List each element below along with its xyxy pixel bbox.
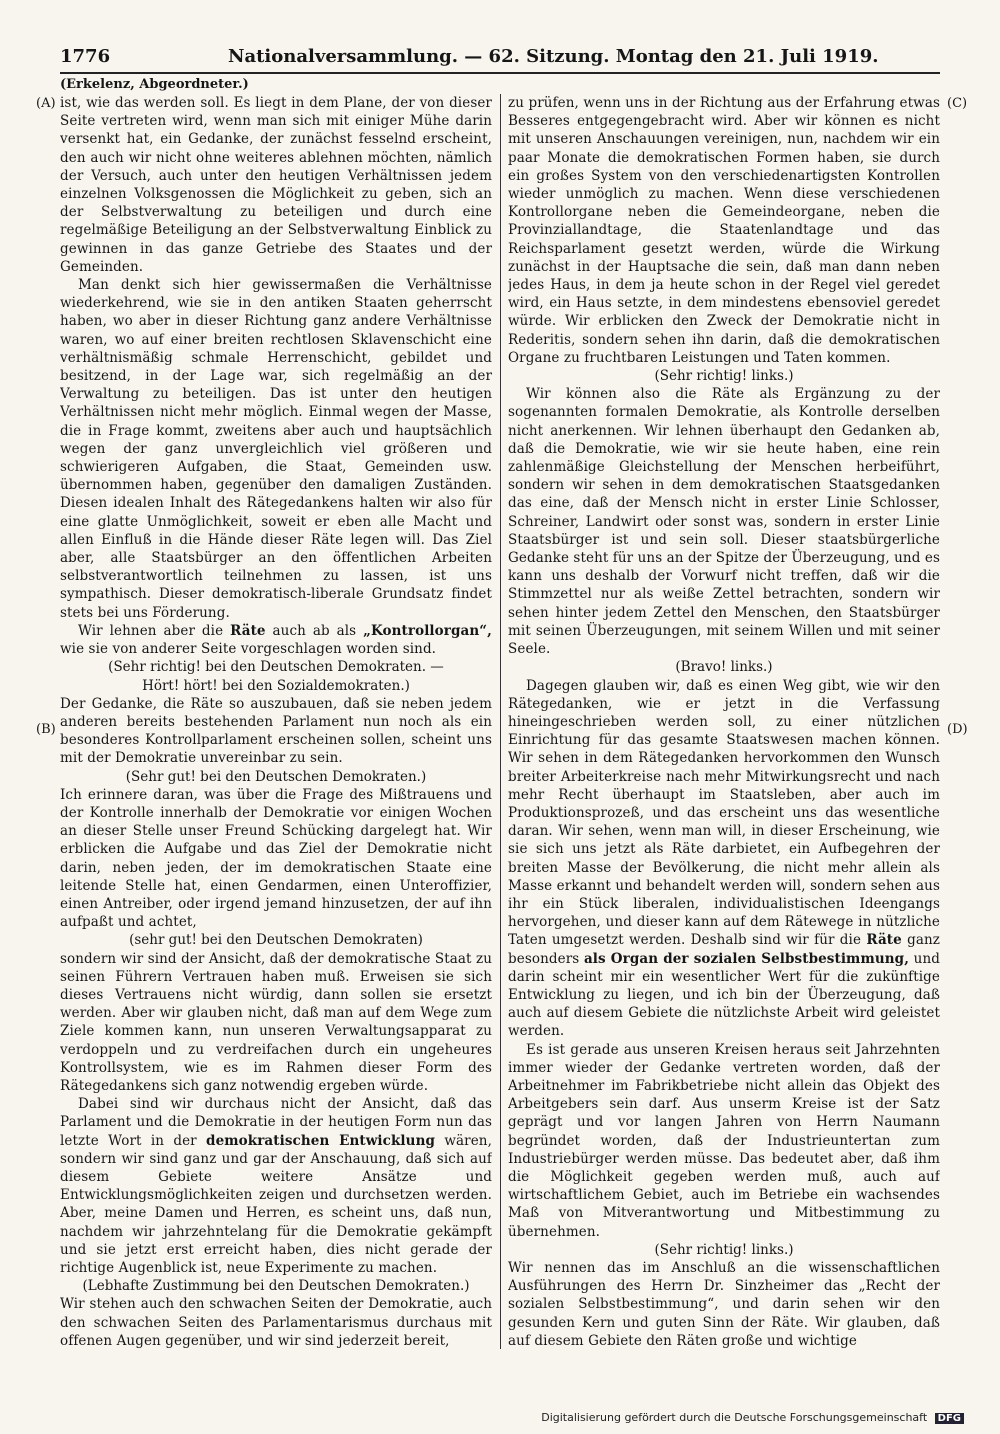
text-run: ganz besonders bbox=[508, 932, 940, 967]
paragraph: Es ist gerade aus unseren Kreisen heraus seit Jahrzehnten immer wieder der Gedanke vertreten worden, daß der Arbeitnehmer im Fabrikbetriebe nicht allein das Objekt des Arbeitgebers sein darf. Aus unserm Kreise ist der Satz geprägt und vor langen Jahren von Herrn Naumann begründet worden, daß der Industrieuntertan zum Industriebürger werden müsse. Das bedeutet aber, daß ihm die Möglichkeit gegeben werden muß, auch auf wirtschaftlichem Gebiet, auch im Betriebe ein wachsendes Maß von Mitverantwortung und Mitbestimmung zu übernehmen. bbox=[508, 1041, 940, 1240]
text-run: auch ab als bbox=[272, 622, 357, 639]
text-run: Dabei sind wir durchaus nicht der Ansicht, daß das Parlament und die Demokratie in der heutigen Form nun das letzte Wort in der bbox=[60, 1096, 492, 1149]
text-run: wären, sondern wir sind ganz und gar der Anschauung, daß sich auf diesem Gebiete weitere Ansätze und Entwicklungsmöglichkeiten zeigen und durchsetzen werden. Aber, meine Damen und Herren, es scheint uns, daß nun, nachdem wir jahrzehntelang für die Demokratie gekämpft und sie jetzt erst erreicht haben, dies nicht gerade der richtige Augenblick ist, neue Experimente zu machen. bbox=[60, 1132, 492, 1276]
footer-credit bbox=[541, 1411, 964, 1424]
text-run: und darin scheint mir ein wesentlicher Wert für die zukünftige Entwicklung zu liegen, und ich bin der Überzeugung, daß auch auf diesem Gebiete die nützlichste Arbeit wird geleistet werden. bbox=[508, 950, 940, 1040]
footer-text: Digitalisierung gefördert durch die Deutsche Forschungsgemeinschaft bbox=[541, 1411, 928, 1424]
paragraph bbox=[508, 677, 940, 1041]
paragraph: Ich erinnere daran, was über die Frage des Mißtrauens und der Kontrolle innerhalb der Demokratie vor einigen Wochen an dieser Stelle unser Freund Schücking dargelegt hat. Wir erblicken die Aufgabe und das Ziel der Demokratie nicht darin, neben jeden, der im demokratischen Staate eine leitende Stelle hat, einen Gendarmen, einen Unteroffizier, einen Antreiber, oder irgend jemand hinzusetzen, der auf ihn aufpaßt und achtet, bbox=[60, 786, 492, 931]
emphasis-text: demokratischen Entwicklung bbox=[206, 1132, 436, 1149]
interjection: (Sehr gut! bei den Deutschen Demokraten.) bbox=[125, 768, 427, 785]
paragraph: Wir nennen das im Anschluß an die wissenschaftlichen Ausführungen des Herrn Dr. Sinzheimer das „Recht der sozialen Selbstbestimmung“, und darin sehen wir den gesunden Kern und guten Sinn der Räte. Wir glauben, daß auf diesem Gebiete den Räten große und wichtige bbox=[508, 1260, 940, 1349]
emphasis-text: Räte bbox=[866, 932, 902, 949]
interjection: (sehr gut! bei den Deutschen Demokraten) bbox=[129, 932, 423, 949]
interjection: (Lebhafte Zustimmung bei den Deutschen Demokraten.) bbox=[82, 1278, 470, 1295]
paragraph bbox=[60, 1095, 492, 1277]
paragraph: zu prüfen, wenn uns in der Richtung aus der Erfahrung etwas Besseres entgegengebracht wird. Aber wir können es nicht mit unseren Anschauungen vereinigen, nun, nachdem wir ein paar Monate die demokratischen Formen haben, sie durch ein großes System von den verschiedenartigsten Kontrollen wieder unmöglich zu machen. Wenn diese verschiedenen Kontrollorgane neben die Gemeindeorgane, neben die Provinziallandtage, die Staatenlandtage und das Reichsparlament gesetzt werden, würde die Wirkung zunächst in der Hauptsache die sein, daß man dann neben jedes Haus, in dem ja heute schon in der Regel viel geredet wird, ein Haus setzte, in dem mindestens ebensoviel geredet würde. Wir erblicken den Zweck der Demokratie nicht in Rederitis, sondern sehen ihn darin, daß die demokratischen Organe zu fruchtbaren Leistungen und Taten kommen. bbox=[508, 95, 940, 366]
interjection: Hört! hört! bei den Sozialdemokraten.) bbox=[142, 677, 410, 694]
emphasis-text: „Kontrollorgan“, bbox=[363, 622, 492, 639]
text-run: Dagegen glauben wir, daß es einen Weg gibt, wie wir den Rätegedanken, wie er jetzt in die Verfassung hineingeschrieben werden soll, zu einer nützlichen Einrichtung für das gesamte Staatswesen machen können. Wir sehen in dem Rätegedanken hervorkommen den Wunsch breiter Arbeiterkreise nach mehr Mitwirkungsrecht und nach mehr Recht überhaupt im Staatsleben, aber auch im Produktionsprozeß, und das erscheint uns das wesentliche daran. Wir sehen, wenn man will, in dieser Erscheinung, wie sie sich uns jetzt als Räte darbietet, ein Aufbegehren der breiten Masse der Bevölkerung, die nicht mehr allein als Masse erkannt und behandelt werden will, sondern sehen aus ihr ein Stück liberalen, individualistischen Ideengangs hervorgehen, und dieser kann auf dem Rätewege in nützliche Taten umgesetzt werden. Deshalb sind wir für die bbox=[508, 677, 940, 949]
dfg-logo: DFG bbox=[935, 1413, 964, 1424]
page-title: Nationalversammlung. — 62. Sitzung. Montag den 21. Juli 1919. bbox=[228, 46, 879, 67]
paragraph: Man denkt sich hier gewissermaßen die Verhältnisse wiederkehrend, wie sie in den antiken Staaten geherrscht haben, wo aber in dieser Richtung ganz andere Verhältnisse waren, wo auf einer breiten rechtlosen Sklavenschicht eine verhältnismäßig schmale Herrenschicht, gebildet und besitzend, in der Lage war, sich regelmäßig an der Verwaltung zu beteiligen. Das ist unter den heutigen Verhältnissen nicht mehr möglich. Einmal wegen der Masse, die in Frage kommt, zweitens aber auch und hauptsächlich wegen der ganz unvergleichlich viel größeren und schwierigeren Aufgaben, die Staat, Gemeinden usw. übernommen haben, gegenüber den damaligen Zuständen. Diesen idealen Inhalt des Rätegedankens halten wir also für eine glatte Unmöglichkeit, soweit er eben alle Macht und allen Einfluß in die Hände dieser Räte legen will. Das Ziel aber, alle Staatsbürger an den öffentlichen Arbeiten selbstverantwortlich teilnehmen zu lassen, ist uns sympathisch. Dieser demokratisch-liberale Grundsatz findet stets bei uns Förderung. bbox=[60, 277, 492, 621]
right-column bbox=[508, 76, 940, 1351]
paragraph: ist, wie das werden soll. Es liegt in dem Plane, der von dieser Seite vertreten wird, wenn man sich mit einiger Mühe darin versenkt hat, ein Gedanke, der zunächst fesselnd erscheint, den auch wir nicht ohne weiteres ablehnen möchten, nämlich der Versuch, auch unter den heutigen Verhältnissen jedem einzelnen Volksgenossen die Möglichkeit zu geben, sich an der Selbstverwaltung zu beteiligen und durch eine regelmäßige Beteiligung an der Selbstverwaltung Einblick zu gewinnen in das ganze Getriebe des Staates und der Gemeinden. bbox=[60, 95, 492, 275]
interjection: (Sehr richtig! links.) bbox=[654, 1241, 794, 1258]
interjection: (Bravo! links.) bbox=[675, 659, 773, 676]
left-column bbox=[60, 76, 492, 1351]
column-divider bbox=[500, 94, 501, 1349]
emphasis-text: als Organ der sozialen Selbstbestimmung, bbox=[583, 950, 909, 967]
margin-marker-c: (C) bbox=[947, 96, 968, 111]
emphasis-text: Räte bbox=[230, 622, 266, 639]
margin-marker-b: (B) bbox=[36, 722, 56, 737]
page-number: 1776 bbox=[60, 46, 111, 67]
text-run: Wir lehnen aber die bbox=[78, 622, 224, 639]
paragraph: Der Gedanke, die Räte so auszubauen, daß sie neben jedem anderen bereits bestehenden Parlament nun noch als ein besonderes Kontrollparlament erscheinen sollen, scheint uns mit der Demokratie unvereinbar zu sein. bbox=[60, 695, 492, 767]
interjection: (Sehr richtig! links.) bbox=[654, 368, 794, 385]
margin-marker-d: (D) bbox=[947, 722, 968, 737]
page-header bbox=[60, 46, 940, 74]
paragraph: Wir stehen auch den schwachen Seiten der Demokratie, auch den schwachen Seiten des Parlamentarismus durchaus mit offenen Augen gegenüber, und wir sind jederzeit bereit, bbox=[60, 1296, 492, 1349]
text-run: wie sie von anderer Seite vorgeschlagen worden sind. bbox=[60, 641, 437, 658]
speaker-label: (Erkelenz, Abgeordneter.) bbox=[60, 77, 249, 92]
paragraph: Wir können also die Räte als Ergänzung zu der sogenannten formalen Demokratie, als Kontrolle derselben nicht anerkennen. Wir lehnen überhaupt den Gedanken ab, daß die Demokratie, wie wir sie heute haben, eine rein zahlenmäßige Gleichstellung der Menschen herbeiführt, sondern wir sehen in dem demokratischen Staatsgedanken das eine, daß der Mensch nicht in erster Linie Schlosser, Schreiner, Landwirt oder sonst was, sondern in erster Linie Staatsbürger ist und sein soll. Dieser staatsbürgerliche Gedanke steht für uns an der Spitze der Überzeugung, und es kann uns deshalb der Vorwurf nicht treffen, daß wir die Stimmzettel nur als weiße Zettel betrachten, sondern wir sehen hinter jedem Zettel den Menschen, den Staatsbürger mit seinen Überzeugungen, mit seinem Willen und mit seiner Seele. bbox=[508, 386, 940, 658]
paragraph bbox=[60, 622, 492, 658]
paragraph: sondern wir sind der Ansicht, daß der demokratische Staat zu seinen Führern Vertrauen haben muß. Erweisen sie sich dieses Vertrauens nicht würdig, dann sollen sie ersetzt werden. Aber wir glauben nicht, daß man auf dem Wege zum Ziele kommen kann, nun unseren Verwaltungsapparat zu verdoppeln und zu verdreifachen durch ein ungeheures Kontrollsystem, wie es im Rahmen dieser Form des Rätegedankens sich ganz notwendig ergeben würde. bbox=[60, 950, 492, 1094]
margin-marker-a: (A) bbox=[36, 96, 56, 111]
interjection: (Sehr richtig! bei den Deutschen Demokraten. — bbox=[108, 659, 444, 676]
